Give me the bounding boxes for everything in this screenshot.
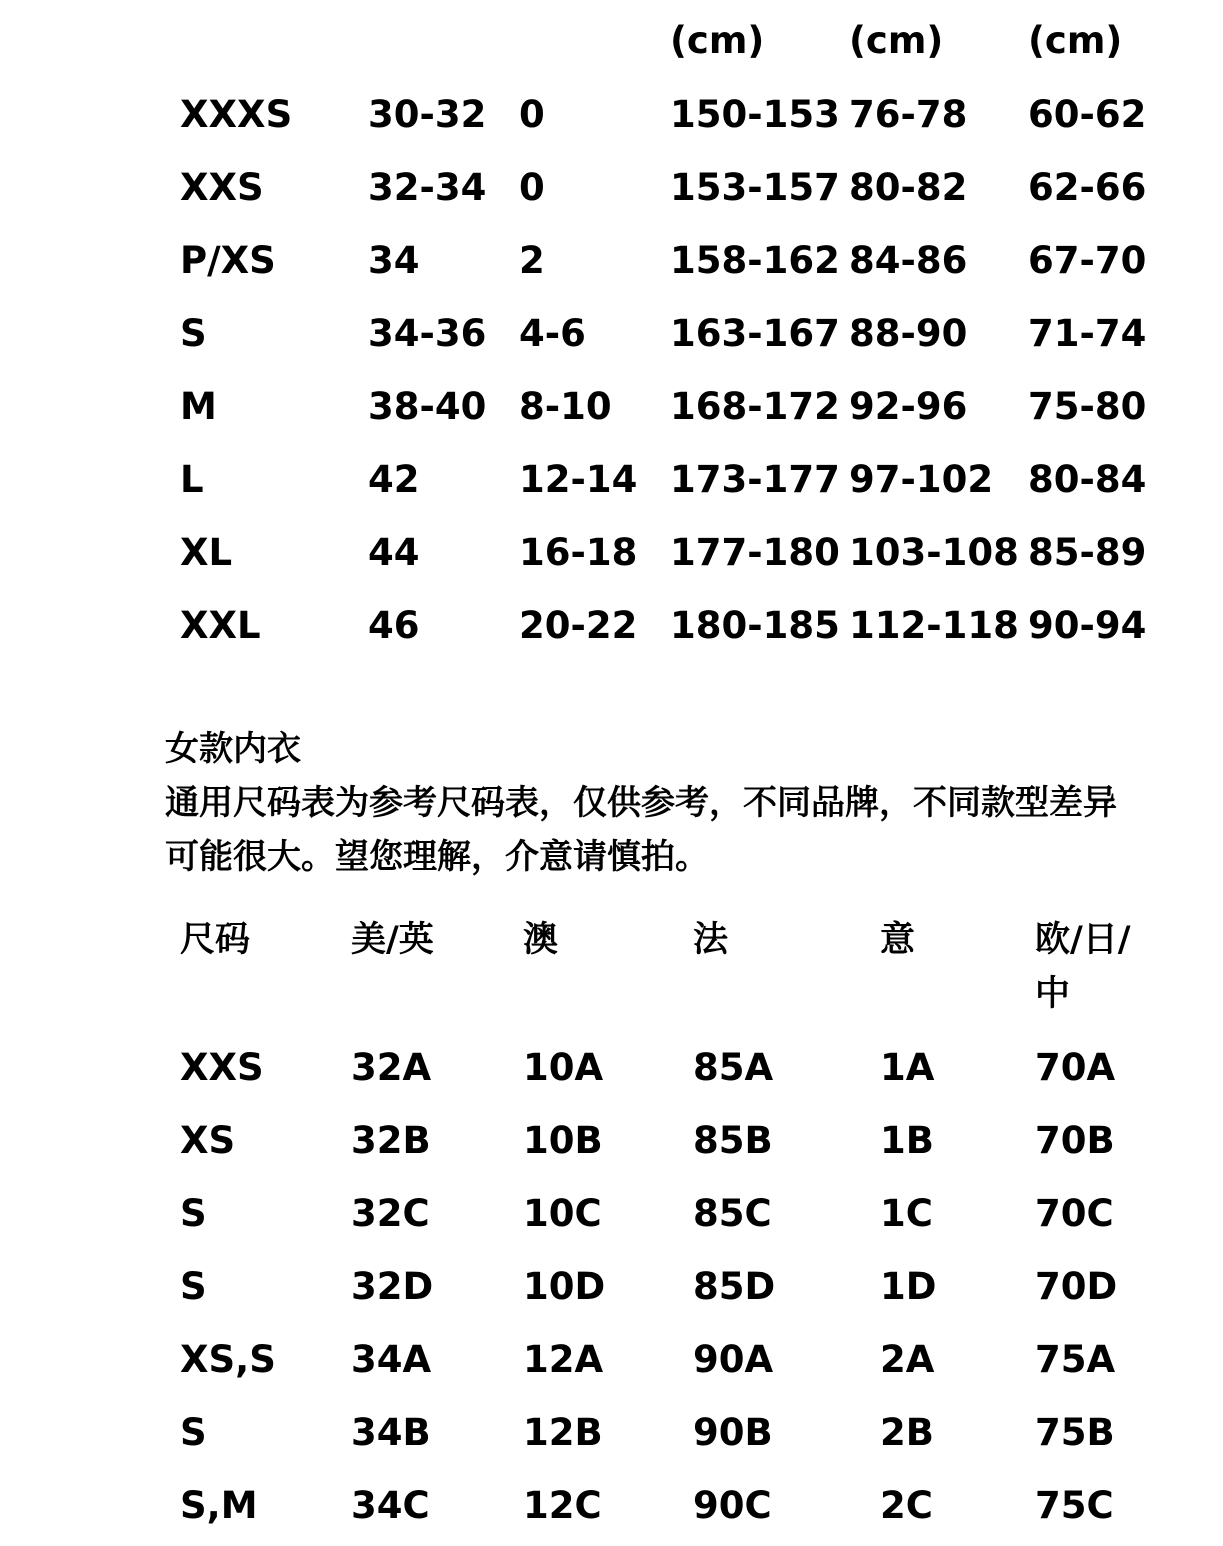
table-cell: S bbox=[180, 1265, 207, 1308]
table-cell: L bbox=[180, 458, 204, 501]
table-cell: 4-6 bbox=[519, 312, 586, 355]
header-it: 意 bbox=[880, 920, 916, 960]
table-cell: 32D bbox=[351, 1265, 434, 1308]
table-cell: 75A bbox=[1035, 1338, 1116, 1381]
table-cell: 153-157 bbox=[670, 166, 840, 209]
table-cell: 34C bbox=[351, 1484, 430, 1527]
table-cell: 1C bbox=[880, 1192, 933, 1235]
table-cell: 84-86 bbox=[849, 239, 968, 282]
table-cell: 70D bbox=[1035, 1265, 1118, 1308]
table-cell: 12A bbox=[523, 1338, 604, 1381]
header-fr: 法 bbox=[693, 920, 729, 960]
header-unit-bust: (cm) bbox=[849, 19, 944, 62]
table-cell: 85-89 bbox=[1028, 531, 1147, 574]
table-cell: 92-96 bbox=[849, 385, 968, 428]
table-cell: 75B bbox=[1035, 1411, 1115, 1454]
header-au: 澳 bbox=[523, 920, 559, 960]
table-cell: 97-102 bbox=[849, 458, 994, 501]
table-cell: 34A bbox=[351, 1338, 432, 1381]
table-cell: 30-32 bbox=[368, 93, 487, 136]
table-cell: 76-78 bbox=[849, 93, 968, 136]
table-cell: 70C bbox=[1035, 1192, 1114, 1235]
table-cell: 163-167 bbox=[670, 312, 840, 355]
header-unit-waist: (cm) bbox=[1028, 19, 1123, 62]
table-cell: 90-94 bbox=[1028, 604, 1147, 647]
table-cell: 1B bbox=[880, 1119, 934, 1162]
table-cell: 20-22 bbox=[519, 604, 638, 647]
table-cell: 1D bbox=[880, 1265, 937, 1308]
table-cell: 85C bbox=[693, 1192, 772, 1235]
table-cell: 173-177 bbox=[670, 458, 840, 501]
table-cell: XXS bbox=[180, 166, 264, 209]
table-cell: 32B bbox=[351, 1119, 431, 1162]
table-cell: 2C bbox=[880, 1484, 933, 1527]
table-cell: 150-153 bbox=[670, 93, 840, 136]
table-cell: 75C bbox=[1035, 1484, 1114, 1527]
table-cell: XXS bbox=[180, 1046, 264, 1089]
table-cell: S bbox=[180, 1192, 207, 1235]
table-cell: 10A bbox=[523, 1046, 604, 1089]
table-cell: 12-14 bbox=[519, 458, 638, 501]
table-cell: 32-34 bbox=[368, 166, 487, 209]
table-cell: XS,S bbox=[180, 1338, 276, 1381]
table-cell: 38-40 bbox=[368, 385, 487, 428]
table-cell: 8-10 bbox=[519, 385, 612, 428]
table-cell: 70A bbox=[1035, 1046, 1116, 1089]
table-cell: 46 bbox=[368, 604, 420, 647]
table-cell: XXXS bbox=[180, 93, 293, 136]
header-eu-jp-cn: 欧/日/中 bbox=[1035, 920, 1131, 1014]
table-cell: 112-118 bbox=[849, 604, 1019, 647]
table-cell: 0 bbox=[519, 166, 545, 209]
header-unit-height: (cm) bbox=[670, 19, 765, 62]
table-cell: 42 bbox=[368, 458, 420, 501]
table-cell: 34 bbox=[368, 239, 420, 282]
table-cell: 80-82 bbox=[849, 166, 968, 209]
table-cell: 12C bbox=[523, 1484, 602, 1527]
table-cell: 71-74 bbox=[1028, 312, 1147, 355]
table-cell: 44 bbox=[368, 531, 420, 574]
table-cell: 2A bbox=[880, 1338, 935, 1381]
table-cell: 60-62 bbox=[1028, 93, 1147, 136]
table-cell: 32A bbox=[351, 1046, 432, 1089]
table-cell: 10C bbox=[523, 1192, 602, 1235]
table-cell: 62-66 bbox=[1028, 166, 1147, 209]
table-cell: 34B bbox=[351, 1411, 431, 1454]
header-us-uk: 美/英 bbox=[351, 920, 434, 960]
table-cell: 180-185 bbox=[670, 604, 840, 647]
note-line-2: 可能很大。望您理解，介意请慎拍。 bbox=[165, 837, 709, 877]
table-cell: 2B bbox=[880, 1411, 934, 1454]
table-cell: XXL bbox=[180, 604, 261, 647]
table-cell: XL bbox=[180, 531, 233, 574]
table-cell: 2 bbox=[519, 239, 545, 282]
section-title: 女款内衣 bbox=[165, 729, 301, 769]
note-line-1: 通用尺码表为参考尺码表，仅供参考，不同品牌，不同款型差异 bbox=[165, 783, 1117, 823]
table-cell: 12B bbox=[523, 1411, 603, 1454]
table-cell: 75-80 bbox=[1028, 385, 1147, 428]
table-cell: 67-70 bbox=[1028, 239, 1147, 282]
table-cell: 177-180 bbox=[670, 531, 840, 574]
table-cell: 10B bbox=[523, 1119, 603, 1162]
table-cell: 85A bbox=[693, 1046, 774, 1089]
table-cell: 85D bbox=[693, 1265, 776, 1308]
table-cell: XS bbox=[180, 1119, 236, 1162]
table-cell: M bbox=[180, 385, 217, 428]
table-cell: 34-36 bbox=[368, 312, 487, 355]
table-cell: 1A bbox=[880, 1046, 935, 1089]
table-cell: 90A bbox=[693, 1338, 774, 1381]
table-cell: 10D bbox=[523, 1265, 606, 1308]
table-cell: 90C bbox=[693, 1484, 772, 1527]
table-cell: 70B bbox=[1035, 1119, 1115, 1162]
table-cell: 80-84 bbox=[1028, 458, 1147, 501]
table-cell: 16-18 bbox=[519, 531, 638, 574]
table-cell: P/XS bbox=[180, 239, 276, 282]
table-cell: 88-90 bbox=[849, 312, 968, 355]
table-cell: 0 bbox=[519, 93, 545, 136]
table-cell: S bbox=[180, 1411, 207, 1454]
table-cell: 168-172 bbox=[670, 385, 840, 428]
table-cell: 90B bbox=[693, 1411, 773, 1454]
table-cell: S bbox=[180, 312, 207, 355]
table-cell: S,M bbox=[180, 1484, 258, 1527]
table-cell: 85B bbox=[693, 1119, 773, 1162]
table-cell: 32C bbox=[351, 1192, 430, 1235]
table-cell: 158-162 bbox=[670, 239, 840, 282]
header-size: 尺码 bbox=[180, 920, 251, 960]
table-cell: 103-108 bbox=[849, 531, 1019, 574]
